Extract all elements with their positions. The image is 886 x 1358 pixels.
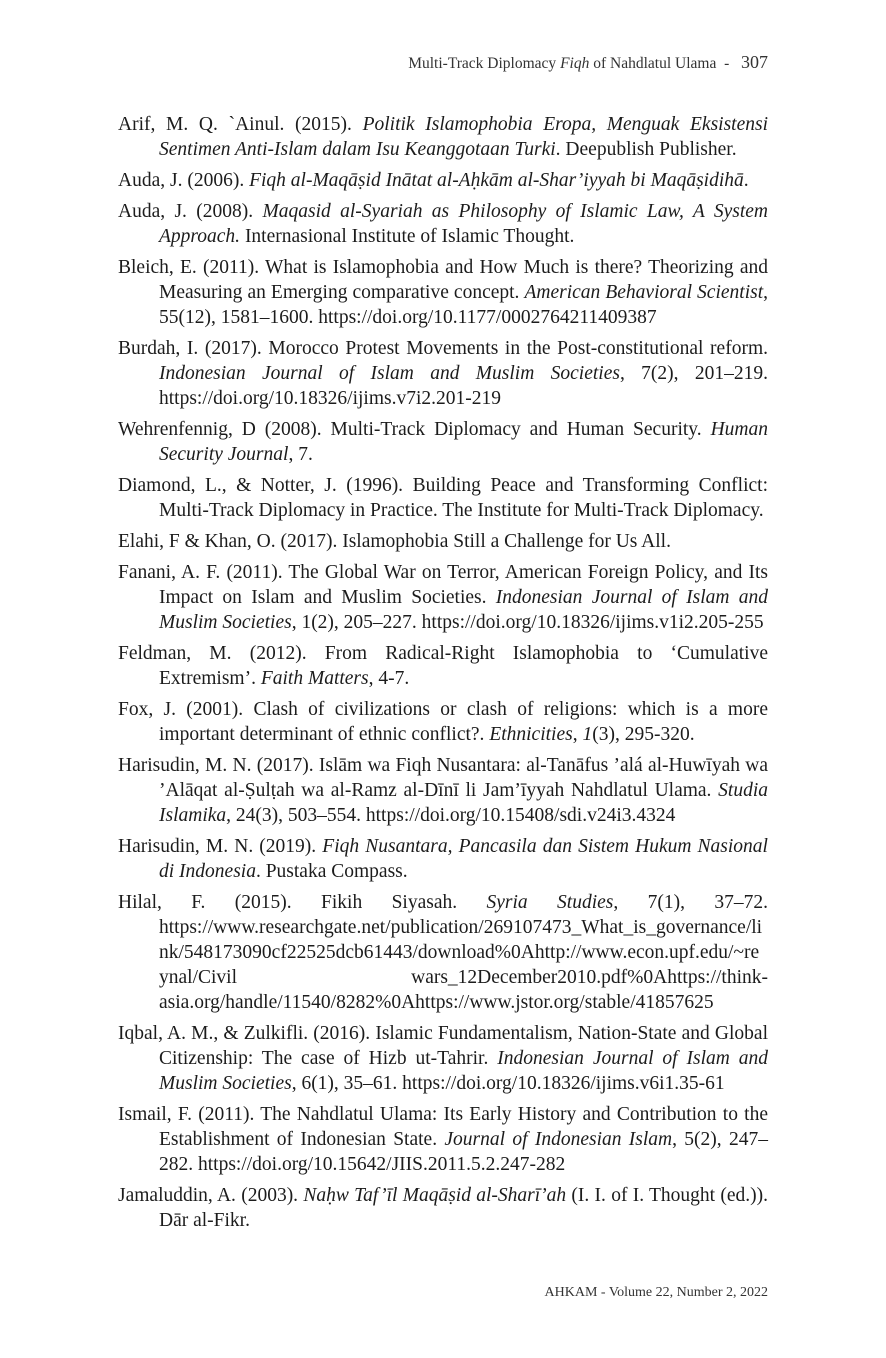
- reference-text: Fox, J. (2001). Clash of civilizations or clash of religions: which is a more important determinant of ethnic conflict?.: [118, 699, 768, 745]
- reference-italic-text: Indonesian Journal of Islam and Muslim Societies: [159, 587, 768, 633]
- reference-text: ,: [572, 724, 583, 745]
- reference-text: , 1(2), 205–227. https://doi.org/10.18326/ijims.v1i2.205-255: [291, 612, 764, 633]
- reference-italic-text: Fiqh Nusantara, Pancasila dan Sistem Hukum Nasional di Indonesia: [159, 836, 768, 882]
- reference-italic-text: Naḥw Taf’īl Maqāṣid al-Sharī’ah: [303, 1185, 567, 1206]
- reference-italic-text: Studia Islamika: [159, 780, 768, 826]
- reference-text: Arif, M. Q. `Ainul. (2015).: [118, 114, 363, 135]
- reference-text: . Deepublish Publisher.: [555, 139, 737, 160]
- reference-text: Harisudin, M. N. (2019).: [118, 836, 323, 857]
- reference-text: , 24(3), 503–554. https://doi.org/10.15408/sdi.v24i3.4324: [226, 805, 676, 826]
- reference-entry: [118, 168, 768, 193]
- reference-italic-text: Human Security Journal: [159, 419, 768, 465]
- reference-italic-text: Journal of Indonesian Islam: [444, 1129, 673, 1150]
- reference-italic-text: Indonesian Journal of Islam and Muslim Societies: [159, 1048, 768, 1094]
- reference-text: Iqbal, A. M., & Zulkifli. (2016). Islamic Fundamentalism, Nation-State and Global Citizenship: The case of Hizb ut-Tahrir.: [118, 1023, 768, 1069]
- reference-text: Jamaluddin, A. (2003).: [118, 1185, 304, 1206]
- reference-entry: [118, 834, 768, 884]
- reference-text: Harisudin, M. N. (2017). Islām wa Fiqh Nusantara: al-Tanāfus ’alá al-Huwīyah wa ’Alāqat al-Ṣulṭah wa al-Ramz al-Dīnī li Jam’īyyah Nahdlatul Ulama.: [118, 755, 768, 801]
- header-title-prefix: Multi-Track Diplomacy: [408, 55, 561, 72]
- reference-text: , 5(2), 247–282. https://doi.org/10.15642/JIIS.2011.5.2.247-282: [159, 1129, 768, 1175]
- reference-text: Internasional Institute of Islamic Thought.: [240, 226, 575, 247]
- reference-text: Fanani, A. F. (2011). The Global War on Terror, American Foreign Policy, and Its Impact on Islam and Muslim Societies.: [118, 562, 768, 608]
- reference-entry: [118, 560, 768, 635]
- reference-text: , 7(1), 37–72. https://www.researchgate.net/publication/269107473_What_is_governance/link/548173090cf22525dcb61443/download%0Ahttp://www.econ.upf.edu/~reynal/Civil wars_12December2010.pdf%0Ahttps://think-asia.org/handle/11540/8282%0Ahttps://www.jstor.org/stable/41857625: [159, 892, 768, 1013]
- page-number: 307: [741, 52, 768, 72]
- reference-text: Bleich, E. (2011). What is Islamophobia and How Much is there? Theorizing and Measuring an Emerging comparative concept.: [118, 257, 768, 303]
- reference-text: (I. I. of I. Thought (ed.)). Dār al-Fikr.: [159, 1185, 768, 1231]
- reference-text: Burdah, I. (2017). Morocco Protest Movements in the Post-constitutional reform.: [118, 338, 768, 359]
- reference-italic-text: Indonesian Journal of Islam and Muslim Societies: [159, 363, 620, 384]
- reference-italic-text: 1: [582, 724, 593, 745]
- reference-entry: [118, 1183, 768, 1233]
- reference-text: Elahi, F & Khan, O. (2017). Islamophobia Still a Challenge for Us All.: [118, 531, 671, 552]
- reference-text: Ismail, F. (2011). The Nahdlatul Ulama: Its Early History and Contribution to the Establishment of Indonesian State.: [118, 1104, 768, 1150]
- reference-italic-text: Politik Islamophobia Eropa, Menguak Eksistensi Sentimen Anti-Islam dalam Isu Keanggotaan Turki: [159, 114, 768, 160]
- reference-entry: [118, 473, 768, 523]
- reference-text: .: [743, 170, 749, 191]
- reference-italic-text: Ethnicities: [489, 724, 573, 745]
- reference-text: , 7.: [288, 444, 313, 465]
- reference-italic-text: American Behavioral Scientist: [524, 282, 764, 303]
- reference-italic-text: Maqasid al-Syariah as Philosophy of Islamic Law, A System Approach.: [159, 201, 768, 247]
- reference-text: , 55(12), 1581–1600. https://doi.org/10.1177/0002764211409387: [159, 282, 768, 328]
- reference-entry: [118, 697, 768, 747]
- reference-entry: [118, 417, 768, 467]
- reference-text: Feldman, M. (2012). From Radical-Right Islamophobia to ‘Cumulative Extremism’.: [118, 643, 768, 689]
- reference-italic-text: Fiqh al-Maqāṣid Inātat al-Aḥkām al-Shar’iyyah bi Maqāṣidihā: [249, 170, 744, 191]
- reference-list: [118, 112, 768, 1239]
- reference-entry: [118, 199, 768, 249]
- reference-entry: [118, 890, 768, 1015]
- reference-text: . Pustaka Compass.: [255, 861, 408, 882]
- reference-entry: [118, 112, 768, 162]
- reference-text: Wehrenfennig, D (2008). Multi-Track Diplomacy and Human Security.: [118, 419, 711, 440]
- header-title-italic: Fiqh: [560, 55, 590, 72]
- reference-text: Auda, J. (2008).: [118, 201, 263, 222]
- reference-text: Auda, J. (2006).: [118, 170, 250, 191]
- reference-entry: [118, 1021, 768, 1096]
- reference-entry: [118, 529, 768, 554]
- reference-text: (3), 295-320.: [592, 724, 695, 745]
- reference-entry: [118, 641, 768, 691]
- reference-text: , 6(1), 35–61. https://doi.org/10.18326/ijims.v6i1.35-61: [291, 1073, 725, 1094]
- reference-italic-text: Syria Studies: [486, 892, 614, 913]
- running-header: [408, 52, 768, 73]
- reference-italic-text: Faith Matters: [260, 668, 369, 689]
- reference-entry: [118, 753, 768, 828]
- reference-entry: [118, 1102, 768, 1177]
- page-footer: AHKAM - Volume 22, Number 2, 2022: [544, 1285, 768, 1300]
- reference-entry: [118, 336, 768, 411]
- reference-entry: [118, 255, 768, 330]
- reference-text: , 7(2), 201–219. https://doi.org/10.18326/ijims.v7i2.201-219: [159, 363, 768, 409]
- header-separator: -: [716, 55, 737, 72]
- reference-text: Hilal, F. (2015). Fikih Siyasah.: [118, 892, 487, 913]
- reference-text: Diamond, L., & Notter, J. (1996). Building Peace and Transforming Conflict: Multi-Track Diplomacy in Practice. The Institute for Multi-Track Diplomacy.: [118, 475, 768, 521]
- reference-text: , 4-7.: [368, 668, 410, 689]
- header-title-suffix: of Nahdlatul Ulama: [589, 55, 717, 72]
